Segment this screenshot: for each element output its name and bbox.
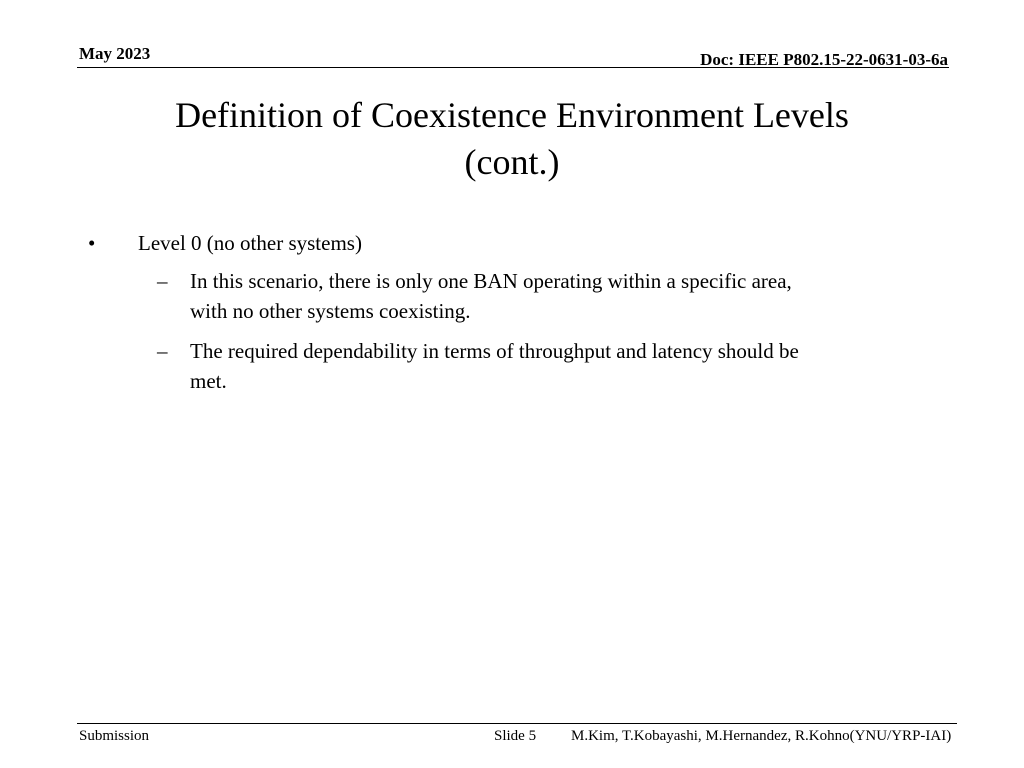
slide-title — [100, 92, 924, 186]
dash-icon: – — [157, 269, 168, 293]
header-divider — [77, 67, 949, 68]
footer-slide-number: Slide 5 — [494, 728, 537, 744]
sub-bullet-2-line-2: met. — [190, 369, 227, 393]
dash-icon: – — [157, 339, 168, 363]
bullet-level-1: Level 0 (no other systems) — [138, 231, 362, 255]
header-doc-id: Doc: IEEE P802.15-22-0631-03-6a — [700, 50, 948, 69]
sub-bullet-1 — [190, 266, 950, 326]
footer-authors: M.Kim, T.Kobayashi, M.Hernandez, R.Kohno(YNU/YRP-IAI) — [571, 728, 952, 744]
slide-title-line-1: Definition of Coexistence Environment Levels — [175, 95, 849, 135]
footer-submission: Submission — [79, 728, 150, 744]
footer-divider — [77, 723, 957, 724]
sub-bullet-2 — [190, 336, 950, 396]
bullet-icon: • — [88, 231, 96, 255]
sub-bullet-1-line-1: In this scenario, there is only one BAN operating within a specific area, — [190, 269, 792, 293]
header-date: May 2023 — [79, 44, 151, 63]
slide-title-line-2: (cont.) — [464, 142, 560, 182]
sub-bullet-2-line-1: The required dependability in terms of throughput and latency should be — [190, 339, 799, 363]
sub-bullet-1-line-2: with no other systems coexisting. — [190, 299, 471, 323]
